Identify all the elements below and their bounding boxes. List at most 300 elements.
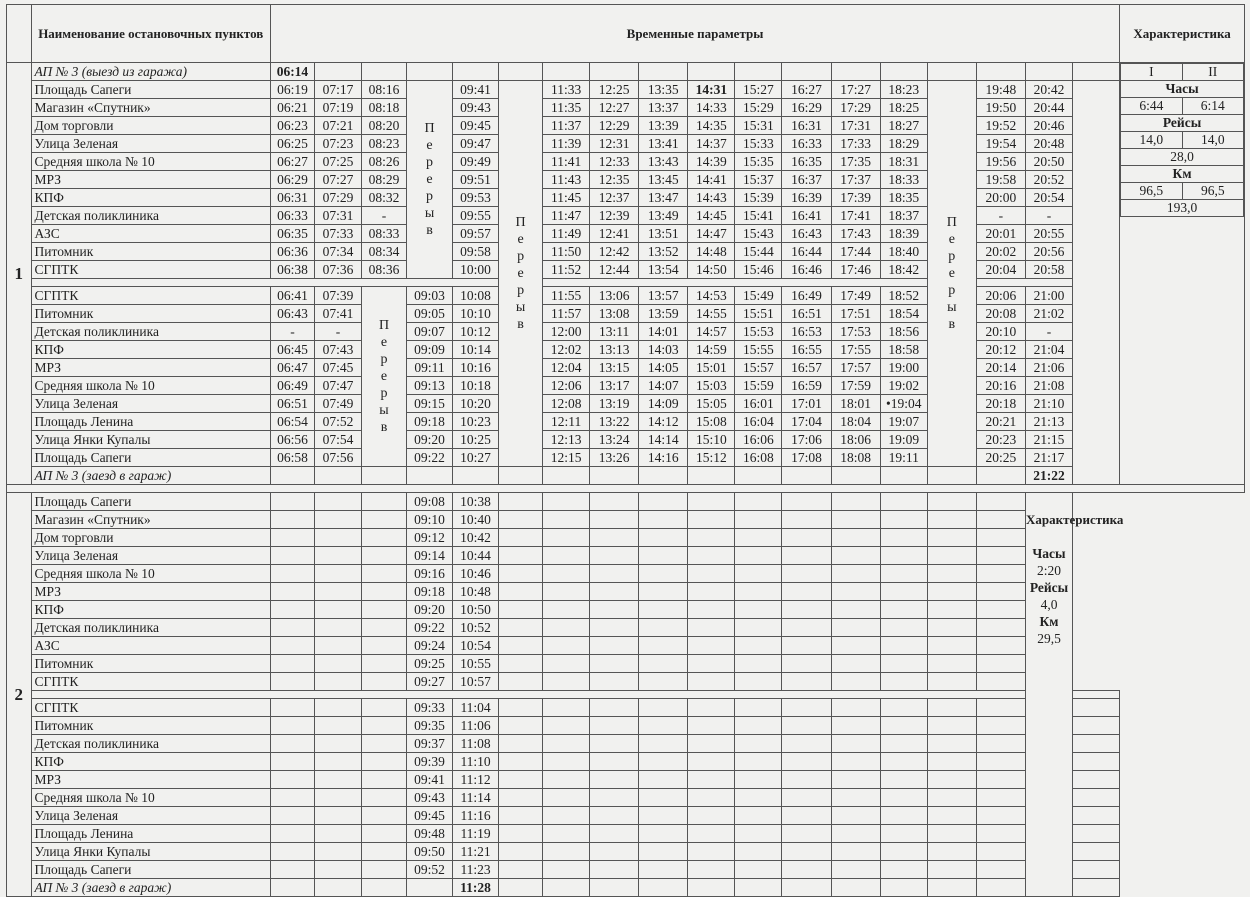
empty-cell	[499, 529, 543, 547]
time-cell: 18:54	[880, 305, 927, 323]
empty-cell	[880, 771, 927, 789]
time-cell: 09:22	[407, 619, 453, 637]
time-cell: 11:39	[543, 135, 590, 153]
empty-cell	[362, 717, 407, 735]
empty-cell	[543, 825, 590, 843]
empty-cell	[688, 789, 735, 807]
empty-cell	[590, 753, 639, 771]
time-cell: 21:10	[1025, 395, 1072, 413]
time-cell: 11:16	[453, 807, 499, 825]
empty-cell	[1073, 735, 1120, 753]
empty-cell	[314, 699, 361, 717]
empty-cell	[688, 467, 735, 485]
time-cell: 10:42	[453, 529, 499, 547]
time-cell: 11:35	[543, 99, 590, 117]
time-cell: 14:41	[688, 171, 735, 189]
empty-cell	[362, 753, 407, 771]
empty-cell	[362, 699, 407, 717]
empty-cell	[735, 699, 782, 717]
empty-cell	[639, 655, 688, 673]
empty-cell	[314, 879, 361, 897]
empty-cell	[782, 655, 831, 673]
empty-cell	[782, 511, 831, 529]
empty-cell	[499, 467, 543, 485]
time-cell: 13:41	[639, 135, 688, 153]
time-cell: 17:37	[831, 171, 880, 189]
empty-cell	[880, 547, 927, 565]
time-cell: 20:00	[976, 189, 1025, 207]
empty-cell	[1073, 717, 1120, 735]
route1-characteristics	[1120, 63, 1245, 485]
empty-cell	[1073, 843, 1120, 861]
time-cell: 13:39	[639, 117, 688, 135]
route1-forward-row	[7, 171, 1245, 189]
time-cell: 15:51	[735, 305, 782, 323]
empty-cell	[639, 879, 688, 897]
empty-cell	[590, 861, 639, 879]
empty-cell	[314, 467, 361, 485]
route1-back-row	[7, 359, 1245, 377]
empty-cell	[688, 843, 735, 861]
time-cell: 15:39	[735, 189, 782, 207]
empty-cell	[314, 493, 361, 511]
time-cell: -	[976, 207, 1025, 225]
empty-cell	[1073, 825, 1120, 843]
empty-cell	[362, 493, 407, 511]
empty-cell	[314, 673, 361, 691]
time-cell: 11:21	[453, 843, 499, 861]
time-cell: 17:59	[831, 377, 880, 395]
separator-row	[7, 279, 1245, 287]
time-cell: 13:57	[639, 287, 688, 305]
time-cell: 15:01	[688, 359, 735, 377]
time-params-header: Временные параметры	[270, 5, 1119, 63]
time-cell: -	[1025, 207, 1072, 225]
time-cell: 08:26	[362, 153, 407, 171]
time-cell: 11:06	[453, 717, 499, 735]
stop-name: СГПТК	[31, 699, 270, 717]
time-cell: 20:10	[976, 323, 1025, 341]
empty-cell	[782, 789, 831, 807]
empty-cell	[735, 547, 782, 565]
time-cell: 21:00	[1025, 287, 1072, 305]
time-cell: 16:01	[735, 395, 782, 413]
empty-cell	[976, 493, 1025, 511]
empty-cell	[831, 843, 880, 861]
empty-cell	[688, 619, 735, 637]
time-cell: 20:04	[976, 261, 1025, 279]
time-cell: 19:09	[880, 431, 927, 449]
empty-cell	[590, 511, 639, 529]
empty-cell	[880, 789, 927, 807]
empty-cell	[362, 529, 407, 547]
time-cell: 20:01	[976, 225, 1025, 243]
empty-cell	[735, 735, 782, 753]
empty-cell	[639, 807, 688, 825]
time-cell: 07:43	[314, 341, 361, 359]
time-cell: 07:19	[314, 99, 361, 117]
empty-cell	[976, 699, 1025, 717]
time-cell: -	[270, 323, 314, 341]
empty-cell	[782, 601, 831, 619]
empty-cell	[1025, 63, 1072, 81]
time-cell: 18:23	[880, 81, 927, 99]
empty-cell	[976, 63, 1025, 81]
time-cell: 06:43	[270, 305, 314, 323]
time-cell: 06:29	[270, 171, 314, 189]
empty-cell	[735, 771, 782, 789]
time-cell: 06:47	[270, 359, 314, 377]
time-cell: 21:17	[1025, 449, 1072, 467]
time-cell: 20:44	[1025, 99, 1072, 117]
time-cell: 06:45	[270, 341, 314, 359]
stop-name: Улица Янки Купалы	[31, 843, 270, 861]
time-cell: 11:04	[453, 699, 499, 717]
empty-cell	[590, 699, 639, 717]
time-cell: 10:00	[453, 261, 499, 279]
time-cell: 20:42	[1025, 81, 1072, 99]
time-cell: 16:53	[782, 323, 831, 341]
stop-name: КПФ	[31, 189, 270, 207]
time-cell: 10:18	[453, 377, 499, 395]
time-cell: 20:08	[976, 305, 1025, 323]
time-cell: 15:46	[735, 261, 782, 279]
time-cell: 19:54	[976, 135, 1025, 153]
empty-cell	[590, 807, 639, 825]
time-cell: 09:51	[453, 171, 499, 189]
time-cell: 15:10	[688, 431, 735, 449]
time-cell: 09:45	[453, 117, 499, 135]
time-cell: 12:00	[543, 323, 590, 341]
empty-cell	[270, 735, 314, 753]
time-cell: 14:43	[688, 189, 735, 207]
empty-cell	[927, 619, 976, 637]
empty-cell	[639, 673, 688, 691]
time-cell: 15:35	[735, 153, 782, 171]
time-cell: 21:15	[1025, 431, 1072, 449]
time-cell: 16:29	[782, 99, 831, 117]
stop-name: Площадь Сапеги	[31, 449, 270, 467]
empty-cell	[270, 619, 314, 637]
depot-in-time: 11:28	[453, 879, 499, 897]
empty-cell	[543, 879, 590, 897]
stops-column-header: Наименование остановочных пунктов	[31, 5, 270, 63]
empty-cell	[927, 547, 976, 565]
empty-cell	[880, 63, 927, 81]
time-cell: 09:41	[453, 81, 499, 99]
empty-cell	[639, 493, 688, 511]
time-cell: 08:23	[362, 135, 407, 153]
row-number-header	[7, 5, 32, 63]
km-total: 193,0	[1121, 200, 1244, 217]
time-cell: 18:27	[880, 117, 927, 135]
time-cell: 15:33	[735, 135, 782, 153]
depot-out-row	[7, 63, 1245, 81]
time-cell: 12:37	[590, 189, 639, 207]
time-cell: 20:06	[976, 287, 1025, 305]
stop-name: Средняя школа № 10	[31, 153, 270, 171]
empty-cell	[782, 565, 831, 583]
time-cell: 20:02	[976, 243, 1025, 261]
time-cell: 17:51	[831, 305, 880, 323]
empty-cell	[735, 63, 782, 81]
time-cell: 07:54	[314, 431, 361, 449]
time-cell: 19:48	[976, 81, 1025, 99]
break-label: П е р е р ы в	[927, 81, 976, 467]
time-cell: 06:33	[270, 207, 314, 225]
empty-cell	[782, 63, 831, 81]
empty-cell	[314, 861, 361, 879]
time-cell: 18:58	[880, 341, 927, 359]
empty-cell	[880, 699, 927, 717]
route1-back-row	[7, 395, 1245, 413]
time-cell: 09:14	[407, 547, 453, 565]
route1-forward-row	[7, 243, 1245, 261]
empty-cell	[590, 467, 639, 485]
time-cell: 09:16	[407, 565, 453, 583]
time-cell: 11:47	[543, 207, 590, 225]
time-cell: 19:02	[880, 377, 927, 395]
time-cell: 17:49	[831, 287, 880, 305]
empty-cell	[976, 789, 1025, 807]
empty-cell	[880, 529, 927, 547]
empty-cell	[1073, 807, 1120, 825]
time-cell: 15:53	[735, 323, 782, 341]
empty-cell	[927, 673, 976, 691]
empty-cell	[927, 467, 976, 485]
empty-cell	[927, 825, 976, 843]
time-cell: 09:57	[453, 225, 499, 243]
empty-cell	[543, 699, 590, 717]
time-cell: 19:52	[976, 117, 1025, 135]
time-cell: 09:05	[407, 305, 453, 323]
time-cell: 19:00	[880, 359, 927, 377]
empty-cell	[735, 467, 782, 485]
empty-cell	[543, 619, 590, 637]
time-cell: 17:44	[831, 243, 880, 261]
empty-cell	[639, 529, 688, 547]
route-schedule-table	[6, 4, 1245, 897]
time-cell: 11:43	[543, 171, 590, 189]
empty-cell	[880, 493, 927, 511]
empty-cell	[688, 825, 735, 843]
stop-name: Средняя школа № 10	[31, 377, 270, 395]
empty-cell	[270, 861, 314, 879]
time-cell: 11:12	[453, 771, 499, 789]
time-cell: 09:22	[407, 449, 453, 467]
empty-cell	[590, 735, 639, 753]
empty-cell	[782, 529, 831, 547]
time-cell: 06:21	[270, 99, 314, 117]
stop-name: Площадь Сапеги	[31, 81, 270, 99]
stop-name: Детская поликлиника	[31, 207, 270, 225]
empty-cell	[499, 63, 543, 81]
stop-name: КПФ	[31, 341, 270, 359]
stop-name: КПФ	[31, 601, 270, 619]
empty-cell	[362, 825, 407, 843]
empty-cell	[831, 825, 880, 843]
time-cell: 07:23	[314, 135, 361, 153]
time-cell: 09:27	[407, 673, 453, 691]
stop-name: Средняя школа № 10	[31, 565, 270, 583]
empty-cell	[590, 493, 639, 511]
time-cell: 17:41	[831, 207, 880, 225]
route-separator	[7, 485, 1245, 493]
depot-out-time: 06:14	[270, 63, 314, 81]
empty-cell	[735, 861, 782, 879]
route1-characteristics-grid	[1120, 63, 1244, 217]
empty-cell	[927, 807, 976, 825]
time-cell: 17:06	[782, 431, 831, 449]
empty-cell	[831, 789, 880, 807]
time-cell: 13:59	[639, 305, 688, 323]
time-cell: 08:29	[362, 171, 407, 189]
time-cell: 06:58	[270, 449, 314, 467]
time-cell: 07:27	[314, 171, 361, 189]
time-cell: 09:53	[453, 189, 499, 207]
time-cell: •19:04	[880, 395, 927, 413]
empty-cell	[362, 467, 407, 485]
route1-forward-row	[7, 207, 1245, 225]
time-cell: 10:38	[453, 493, 499, 511]
time-cell: 09:43	[453, 99, 499, 117]
hours-label: Часы	[1032, 546, 1066, 561]
empty-cell	[688, 493, 735, 511]
empty-cell	[1073, 771, 1120, 789]
time-cell: 08:18	[362, 99, 407, 117]
empty-cell	[407, 467, 453, 485]
stop-name: Питомник	[31, 305, 270, 323]
empty-cell	[880, 655, 927, 673]
empty-cell	[688, 735, 735, 753]
time-cell: -	[314, 323, 361, 341]
empty-cell	[639, 753, 688, 771]
time-cell: 18:31	[880, 153, 927, 171]
empty-cell	[880, 753, 927, 771]
time-cell: 20:23	[976, 431, 1025, 449]
empty-cell	[880, 637, 927, 655]
empty-cell	[735, 673, 782, 691]
stop-name: Питомник	[31, 717, 270, 735]
stop-name: Улица Янки Купалы	[31, 431, 270, 449]
time-cell: 11:37	[543, 117, 590, 135]
empty-cell	[976, 601, 1025, 619]
empty-cell	[407, 879, 453, 897]
route-number: 2	[7, 493, 32, 897]
empty-cell	[976, 843, 1025, 861]
route1-forward-row	[7, 261, 1245, 279]
empty-cell	[976, 825, 1025, 843]
hours-label: Часы	[1121, 81, 1244, 98]
empty-cell	[639, 619, 688, 637]
empty-cell	[735, 825, 782, 843]
empty-cell	[927, 511, 976, 529]
time-cell: 18:04	[831, 413, 880, 431]
time-cell: 10:46	[453, 565, 499, 583]
trips-label: Рейсы	[1121, 115, 1244, 132]
time-cell: 20:14	[976, 359, 1025, 377]
stop-name: Площадь Сапеги	[31, 861, 270, 879]
time-cell: 07:52	[314, 413, 361, 431]
time-cell: 10:12	[453, 323, 499, 341]
empty-cell	[499, 565, 543, 583]
empty-cell	[499, 601, 543, 619]
empty-cell	[831, 529, 880, 547]
time-cell: 10:50	[453, 601, 499, 619]
time-cell: 06:19	[270, 81, 314, 99]
empty-cell	[735, 843, 782, 861]
time-cell: 15:27	[735, 81, 782, 99]
time-cell: 12:39	[590, 207, 639, 225]
time-cell: -	[362, 207, 407, 225]
shift-2-header: II	[1182, 64, 1243, 81]
empty-cell	[927, 843, 976, 861]
empty-cell	[362, 861, 407, 879]
time-cell: 11:08	[453, 735, 499, 753]
time-cell: 16:31	[782, 117, 831, 135]
empty-cell	[976, 861, 1025, 879]
time-cell: 09:37	[407, 735, 453, 753]
empty-cell	[688, 861, 735, 879]
time-cell: 10:27	[453, 449, 499, 467]
empty-cell	[735, 619, 782, 637]
time-cell: 09:25	[407, 655, 453, 673]
empty-cell	[688, 547, 735, 565]
empty-cell	[782, 879, 831, 897]
time-cell: 09:33	[407, 699, 453, 717]
empty-cell	[543, 655, 590, 673]
empty-cell	[639, 637, 688, 655]
separator	[31, 279, 499, 287]
time-cell: 14:57	[688, 323, 735, 341]
empty-cell	[270, 511, 314, 529]
time-cell: 16:43	[782, 225, 831, 243]
time-cell: 08:34	[362, 243, 407, 261]
time-cell: 14:53	[688, 287, 735, 305]
empty-cell	[499, 879, 543, 897]
time-cell: 16:46	[782, 261, 831, 279]
empty-cell	[880, 511, 927, 529]
empty-cell	[270, 493, 314, 511]
time-cell: 09:58	[453, 243, 499, 261]
empty-cell	[639, 699, 688, 717]
depot-in-row	[7, 467, 1245, 485]
empty-cell	[362, 655, 407, 673]
empty-cell	[362, 789, 407, 807]
stop-name: МРЗ	[31, 583, 270, 601]
empty-cell	[543, 771, 590, 789]
time-cell: 09:11	[407, 359, 453, 377]
time-cell: 07:36	[314, 261, 361, 279]
stop-name: Площадь Ленина	[31, 825, 270, 843]
trips-label: Рейсы	[1029, 580, 1069, 595]
time-cell: 15:44	[735, 243, 782, 261]
time-cell: 20:58	[1025, 261, 1072, 279]
break-label: П е р е р ы в	[499, 81, 543, 467]
empty-cell	[927, 789, 976, 807]
empty-cell	[639, 789, 688, 807]
empty-cell	[831, 807, 880, 825]
empty-cell	[270, 699, 314, 717]
time-cell: 18:33	[880, 171, 927, 189]
empty-cell	[639, 565, 688, 583]
empty-cell	[976, 735, 1025, 753]
stop-name: Детская поликлиника	[31, 619, 270, 637]
time-cell: 16:04	[735, 413, 782, 431]
stop-name: АЗС	[31, 637, 270, 655]
time-cell: 14:35	[688, 117, 735, 135]
trips-value: 4,0	[1040, 597, 1058, 612]
